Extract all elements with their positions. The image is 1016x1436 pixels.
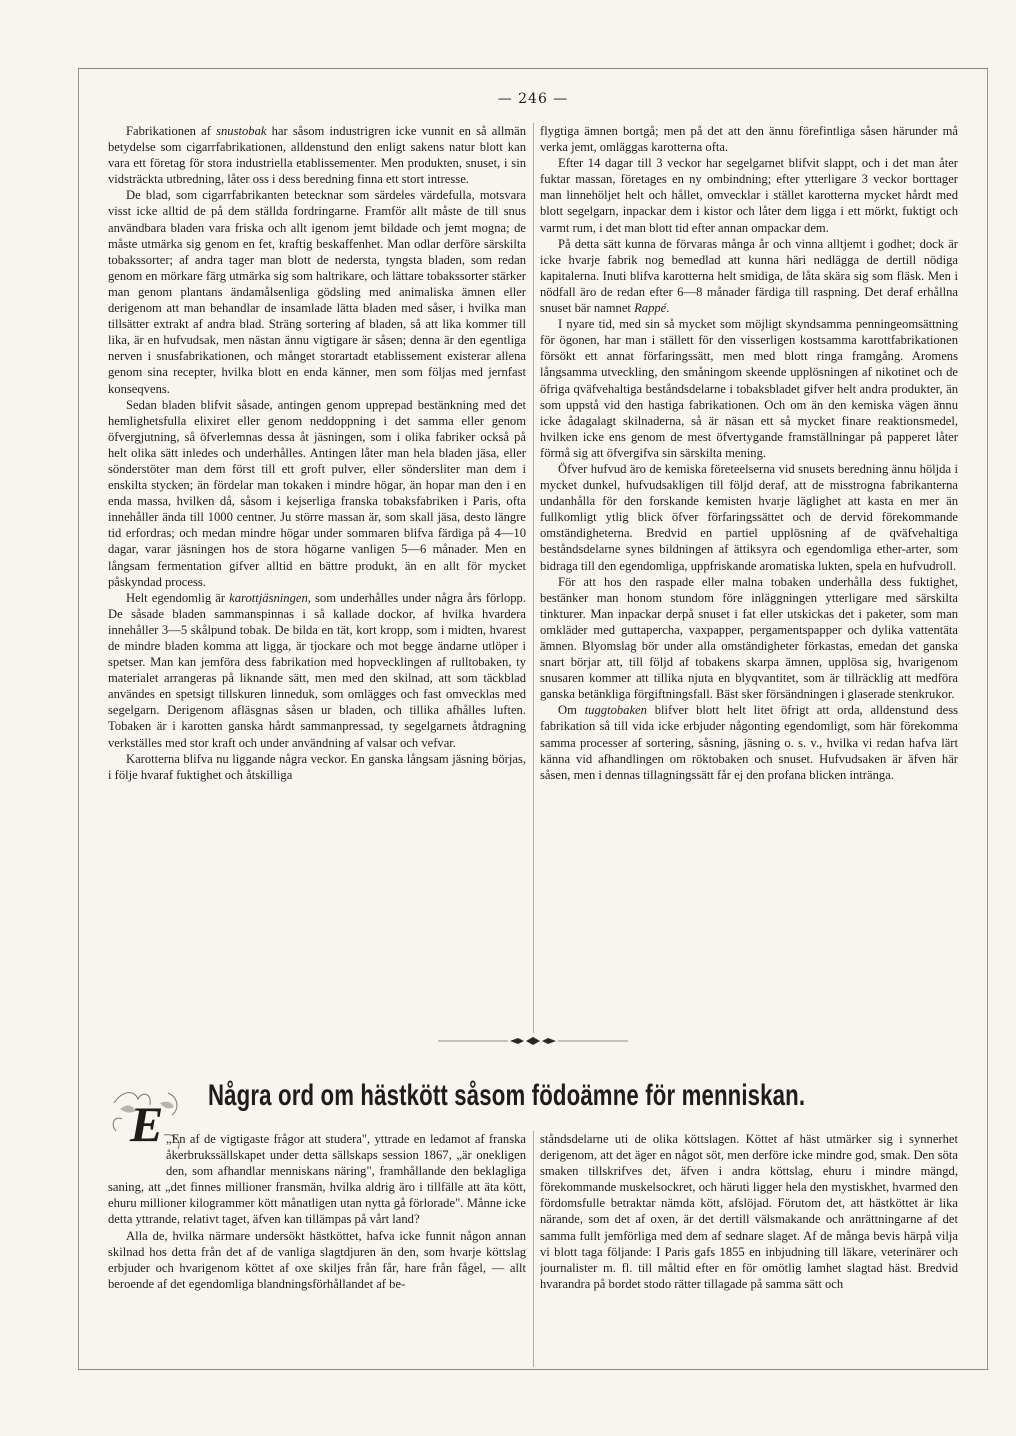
paragraph <box>108 1228 526 1292</box>
emphasis-text: Rappé <box>634 301 667 316</box>
paragraph-text: Karotterna blifva nu liggande några veckor. En ganska långsam jäsning börjas, i följe hvaraf fuktighet och åtskilliga <box>108 751 526 782</box>
paragraph-text: „En af de vigtigaste frågor att studera", yttrade en ledamot af franska åkerbrukssällskapet under detta sällskaps session 1867, „är onekligen den, som afhandlar menniskans näring", framhållande den beklagliga saning, att „det finnes millioner fransmän, hvilka aldrig äro i tillfälle att äta kött, ehuru millioner kilogrammer kött månatligen utan nytta gå förlorade". Månne icke detta yttrande, relativt taget, äfven kan tillämpas på vårt land? <box>108 1132 526 1227</box>
drop-cap-letter: E <box>130 1096 164 1152</box>
paragraph-text: ståndsdelarne uti de olika köttslagen. Köttet af häst utmärker sig i synnerhet derigenom, att det äger en något söt, men derföre icke mindre god, smak. Den söta smaken tillskrifves det, äfven i andra köttslag, ehuru i mindre mängd, förekommande muskelsockret, och häruti ligger hela den mystiskhet, hvarmed den fördomsfulle betraktar nämda kött, afslöjad. Förutom det, att hästköttet är lika närande, som det af oxen, är det dertill välsmakande och anrättningarne af det samma fullt jemförliga med dem af sednare slaget. Af de många bevis härpå vilja vi blott taga följande: I Paris gafs 1855 en inbjudning till läkare, veterinärer och journalister m. fl. till måltid efter en för omötlig lamhet slagtad häst. Bredvid hvarandra på bordet stodo rätter tillagade på samma sätt och <box>540 1132 958 1291</box>
paragraph <box>108 397 526 590</box>
paragraph-text: För att hos den raspade eller malna tobaken underhålla dess fuktighet, bestänker man honom stundom före inläggningen ytterligare med särskilta tinkturer. Man inpackar derpå snuset i fat eller utskickas det i paketer, som man omkläder med guttapercha, vaxpapper, pergamentspapper och dylika vattentäta ämnen. Blyomslag bör under alla omständigheter förkastas, emedan det ganska snart börjar att, till följd af tobakens skarpa ämnen, upplösa sig, hvarigenom snusaren kommer att tillika njuta en blyqvantitet, som är tillräcklig att medföra ganska betänkliga förgiftningsfall. Bäst sker försändningen i glaserade stenkrukor. <box>540 574 958 702</box>
column-divider-article <box>533 1131 534 1367</box>
paragraph-text: Öfver hufvud äro de kemiska företeelserna vid snusets beredning ännu höljda i mycket dunkel, hufvudsakligen till följd deraf, att de misstrogna fabrikanterna undanhålla för den forskande kemisten hvarje läglighet att kasta en mer än fullkomligt ytlig blick öfver förfaringssättet och de dervid förekommande omständigheterna. Bredvid en partiel upplösning af de qväfvehaltiga beståndsdelarne synes bildningen af ättiksyra och egendomliga ether-arter, som bidraga till den egendomliga, uppfriskande aromatiska lukten, spela en hufvudroll. <box>540 461 958 573</box>
column-top-left <box>108 123 526 1033</box>
paragraph <box>108 187 526 396</box>
paragraph-text: har såsom industrigren icke vunnit en så allmän betydelse som cigarrfabrikationen, alldenstund den enligt sakens natur blott kan vara ett företag för stora industriella etablissementer. Men produkten, snuset, i sin vidsträckta utbredning, låter oss i dess beredning finna ett stort intresse. <box>108 124 526 187</box>
paragraph <box>108 751 526 783</box>
paragraph <box>540 123 958 155</box>
drop-cap-spacer <box>108 1131 166 1175</box>
paragraph-text: De blad, som cigarrfabrikanten betecknar som särdeles värdefulla, motsvara visst icke alltid de på dem ställda fordringarne. Framför allt måste de till snus användbara bladen vara friska och allt igenom jemt bildade och jemt mogna; de måste utmärka sig genom en fet, kraftig beskaffenhet. Man odlar derföre särskilta tobakssorter; af andra tager man blott de nedersta, tyngsta bladen, som redan genom en mörkare färg utmärka sig som haltrikare, och lättare tobakssorter stärker man genom plantans ändamålsenliga gödsling med animaliska ämnen eller derigenom att man behandlar de insamlade lätta bladen med såser, i hvilka man tillsätter extrakt af andra blad. Sträng sortering af bladen, så att lika kommer till lika, är en hufvudsak, men nästan ännu vigtigare är såsen; denna är den egentliga nerven i snusfabrikationen, och månget storartadt etablissement existerar allena genom sina recepter, hvilka blott en enda känner, men som följas med jernfast konseqvens. <box>108 188 526 396</box>
left-border-rule <box>78 69 79 1369</box>
column-article-right <box>540 1131 958 1367</box>
paragraph-text: Alla de, hvilka närmare undersökt hästköttet, hafva icke funnit någon annan skilnad hos detta från det af de vanliga slagtdjuren än den, som hvarje köttslag erbjuder och hvarigenom köttet af oxe skiljes från får, hare från fågel, — allt beroende af det egendomliga blandningsförhållandet af be- <box>108 1228 526 1291</box>
paragraph-text: flygtiga ämnen bortgå; men på det att den ännu förefintliga såsen härunder må verka jemt, omläggas karotterna ofta. <box>540 124 958 155</box>
column-top-right <box>540 123 958 1033</box>
column-divider <box>533 123 534 1033</box>
paragraph-text: Efter 14 dagar till 3 veckor har segelgarnet blifvit slappt, och i det man åter fuktar massan, företages en ny ombindning; efter ytterligare 3 veckor borttager man linnehöljet helt och hållet, omvecklar i stället karotterna mycket hårdt med blott segelgarn, inpackar dem i kistor och låter dem ligga i ett mörkt, fuktigt och varmt rum, i det man blott tid efter annan ompackar dem. <box>540 156 958 235</box>
paragraph <box>108 590 526 751</box>
paragraph-text: Om <box>558 703 585 718</box>
emphasis-text: karottjäsningen <box>229 590 308 605</box>
emphasis-text: snustobak <box>216 124 267 138</box>
paragraph <box>540 574 958 703</box>
paragraph <box>540 702 958 782</box>
paragraph-text: Fabrikationen af <box>126 124 217 138</box>
emphasis-text: tuggtobaken <box>584 703 647 718</box>
article-title: Några ord om hästkött såsom födoämne för menniskan. <box>208 1079 806 1112</box>
newspaper-page <box>78 68 988 1370</box>
page-number: — 246 — <box>497 91 569 107</box>
column-article-left <box>108 1131 526 1367</box>
paragraph-text: På detta sätt kunna de förvaras många år och vinna alltjemt i godhet; dock är icke hvarje fabrik nog bemedlad att kunna häri nedlägga de dertill nödiga kapitalerna. Inuti blifva karotterna helt smidiga, de låta skära sig som fläsk. Men i nödfall äro de redan efter 6—8 månader färdiga till raspning. Det deraf erhållna snuset bär namnet <box>540 236 958 316</box>
right-border-rule <box>987 69 988 1369</box>
paragraph-text: I nyare tid, med sin så mycket som möjligt skyndsamma penningeomsättning för ögonen, har man i ställett för den visserligen kostsamma karottfabrikationen försökt ett annat förfaringssätt, men med blott ringa framgång. Aromens långsamma utveckling, den småningom skeende upplösningen af nikotinet och de öfriga qväfvehaltiga beståndsdelarne i tobaksbladet gifver helt andra produkter, än som uppstå vid den hastiga fabrikationen. Och om än den kemiska vägen ännu icke ådagalagt skilnaderna, så är näsan ett så mycket finare reaktionsmedel, hvilken icke ens genom de mest öfvertygande framställningar på papperet låter förmå sig att öfvergifva sin särskilta mening. <box>540 317 958 460</box>
paragraph <box>540 316 958 461</box>
paragraph-text: blifver blott helt litet öfrigt att orda, alldenstund dess fabrikation så till vida icke erbjuder någonting egendomligt, som här förekomma samma processer af sortering, såsning, jäsning o. s. v., hvilka vi redan hafva lärt känna vid afhandlingen om röktobaken och snuset. Hufvudsaken är äfven här såsen, men i dennas tillagningssätt får ej den profana blicken inträngа. <box>540 703 958 782</box>
paragraph-text: Helt egendomlig är <box>126 590 230 605</box>
paragraph <box>540 236 958 316</box>
paragraph <box>540 461 958 574</box>
paragraph-text: . <box>666 301 670 316</box>
paragraph <box>108 1131 526 1228</box>
ornament-divider-icon <box>438 1036 628 1046</box>
paragraph <box>540 1131 958 1292</box>
paragraph-text: , som underhålles under några års förlopp. De såsade bladen sammanspinnas i så kallade dockor, af hvilka hvardera innehåller 3—5 skålpund tobak. De bilda en tät, kort kropp, som i midten, hvarest de mindre bladen komma att ligga, är tjockare och mot begge ändarne utlöper i spetser. Man kan jemföra dess fabrikation med hopvecklingen af rulltobaken, ty materialet arrangeras på liknande sätt, men med den skilnad, att som täckblad användes en spetsigt tillskuren linneduk, som omlägges och fast omvecklas med segelgarn. Derigenom afläsgnas såsen ur bladen, och tillika afhålles luften. Tobaken är i karotten ganska hårdt sammanpressad, ty segelgarnets åtdragning verkställes med stor kraft och under användning af valsar och vefvar. <box>108 590 526 750</box>
paragraph-text: Sedan bladen blifvit såsade, antingen genom upprepad bestänkning med det hemlighetsfulla elixiret eller genom neddoppning i det samma eller genom öfvergjutning, så öfverlemnas dessa åt jäsningen, som i olika fabriker också på helt olika sätt inledes och underhålles. Antingen låter man hela bladen jäsa, eller sönderstöter man dem först till ett groft pulver, eller söndersliter man dem i enskilta stycken; än fördelar man tokaken i mindre högar, än hopar man den i en enda massa, hvilken då, såsom i kejserliga franska tobaksfabriken i Paris, ofta innehåller ända till 1000 centner. Ju större massan är, som skall jäsa, desto längre tid erfordras; och medan mindre högar under sommaren blifva färdiga på 4—10 dagar, varar jäsningen hos de stora högarne vanligen 5—6 månader. Men en långsam fermentation gifver alltid en bättre produkt, än en allt för mycket påskyndad process. <box>108 397 526 589</box>
paragraph <box>540 155 958 235</box>
paragraph <box>108 123 526 187</box>
